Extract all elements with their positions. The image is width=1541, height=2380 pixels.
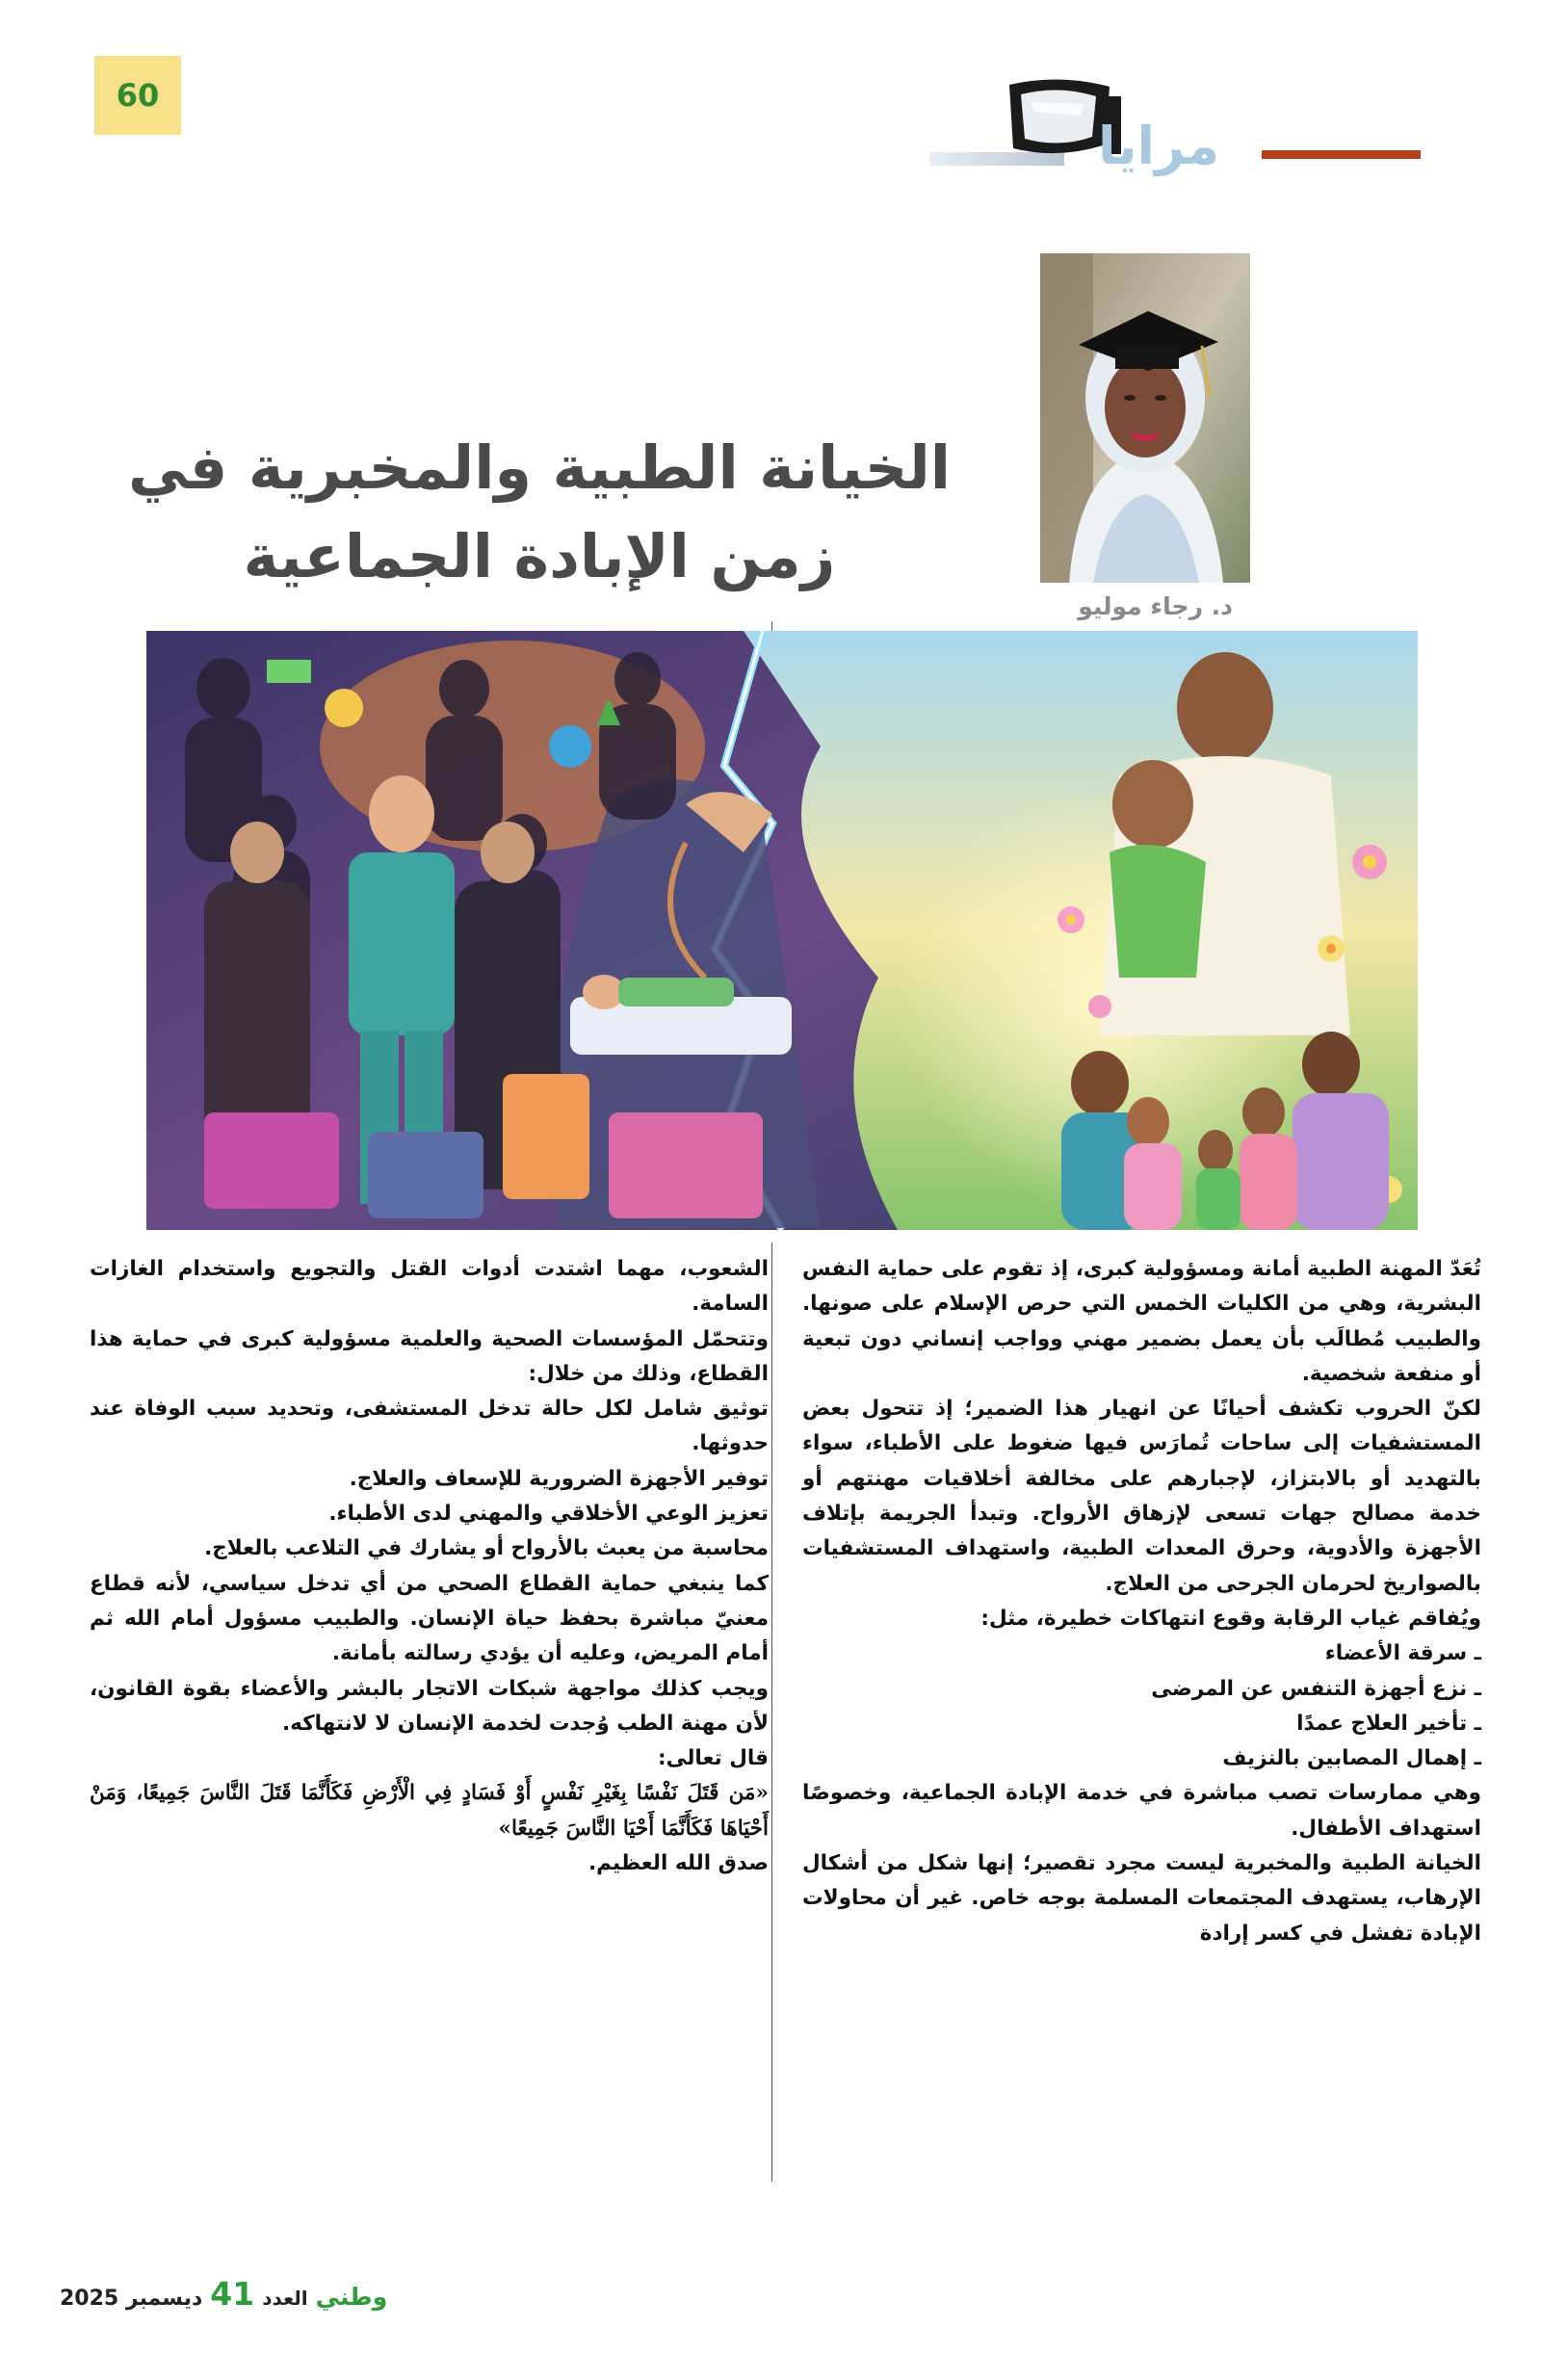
quote-intro: قال تعالى: <box>658 1746 769 1771</box>
list-item: ـ نزع أجهزة التنفس عن المرضى <box>1151 1676 1481 1701</box>
quran-quote: «مَن قَتَلَ نَفْسًا بِغَيْرِ نَفْسٍ أَوْ فَسَادٍ فِي الْأَرْضِ فَكَأَنَّمَا قَتَلَ النَّاسَ جَمِيعًا، وَمَنْ أَحْيَاهَا فَكَأَنَّمَا أَحْيَا النَّاسَ جَمِيعًا» <box>90 1781 769 1841</box>
section-name: مرايا <box>1098 116 1220 176</box>
article-title-line-2: زمن الإبادة الجماعية <box>243 521 836 591</box>
paragraph: وتتحمّل المؤسسات الصحية والعلمية مسؤولية كبرى في حماية هذا القطاع، وذلك من خلال: <box>90 1326 769 1386</box>
list-item: توفير الأجهزة الضرورية للإسعاف والعلاج. <box>349 1466 769 1491</box>
paragraph: الشعوب، مهما اشتدت أدوات القتل والتجويع واستخدام الغازات السامة. <box>90 1257 769 1317</box>
logo-bar-right <box>1262 150 1421 159</box>
article-title <box>125 424 953 601</box>
list-item: ـ تأخير العلاج عمدًا <box>1296 1711 1481 1736</box>
paragraph: لكنّ الحروب تكشف أحيانًا عن انهيار هذا الضمير؛ إذ تتحول بعض المستشفيات إلى ساحات تُمارَس فيها ضغوط على الأطباء، سواء بالتهديد أو بالابتزاز، لإجبارهم على مخالفة أخلاقيات مهنتهم أو خدمة مصالح جهات تسعى لإزهاق الأرواح. وتبدأ الجريمة بإتلاف الأجهزة والأدوية، وحرق المعدات الطبية، واستهداف المستشفيات بالصواريخ لحرمان الجرحى من العلاج. <box>802 1397 1481 1596</box>
paragraph: ويُفاقم غياب الرقابة وقوع انتهاكات خطيرة، مثل: <box>980 1606 1481 1631</box>
paragraph: ويجب كذلك مواجهة شبكات الاتجار بالبشر والأعضاء بقوة القانون، لأن مهنة الطب وُجدت لخدمة الإنسان لا لانتهاكه. <box>90 1676 769 1736</box>
column-tick <box>771 621 772 631</box>
author-portrait-image <box>1040 253 1250 583</box>
issue-date: ديسمبر 2025 <box>60 2287 203 2311</box>
list-item: تعزيز الوعي الأخلاقي والمهني لدى الأطباء. <box>328 1502 769 1527</box>
list-item: توثيق شامل لكل حالة تدخل المستشفى، وتحديد سبب الوفاة عند حدوثها. <box>90 1397 769 1456</box>
paragraph: وهي ممارسات تصب مباشرة في خدمة الإبادة الجماعية، وخصوصًا استهداف الأطفال. <box>802 1781 1481 1841</box>
section-logo <box>920 77 1421 176</box>
issue-label: العدد <box>262 2287 308 2310</box>
paragraph: الخيانة الطبية والمخبرية ليست مجرد تقصير؛ إنها شكل من أشكال الإرهاب، يستهدف المجتمعات المسلمة بوجه خاص. غير أن محاولات الإبادة تفشل في كسر إرادة <box>802 1851 1481 1946</box>
issue-number: 41 <box>210 2275 255 2313</box>
body-column-right <box>802 1252 1481 1951</box>
illustration-image <box>146 631 1418 1230</box>
author-photo <box>1040 253 1250 583</box>
footer <box>60 2275 387 2313</box>
paragraph: كما ينبغي حماية القطاع الصحي من أي تدخل سياسي، لأنه قطاع معنيّ مباشرة بحفظ حياة الإنسان. والطبيب مسؤول أمام الله ثم أمام المريض، وعليه أن يؤدي رسالته بأمانة. <box>90 1571 769 1666</box>
quote-closing: صدق الله العظيم. <box>588 1851 769 1876</box>
list-item: محاسبة من يعبث بالأرواح أو يشارك في التلاعب بالعلاج. <box>204 1536 769 1561</box>
hero-illustration <box>146 631 1418 1230</box>
list-item: ـ إهمال المصابين بالنزيف <box>1222 1746 1481 1771</box>
article-title-line-1: الخيانة الطبية والمخبرية في <box>128 432 951 503</box>
author-name: د. رجاء موليو <box>1078 592 1233 620</box>
body-column-left <box>90 1252 769 1881</box>
page-number: 60 <box>94 56 181 135</box>
magazine-name: وطني <box>315 2283 388 2311</box>
column-divider <box>771 1242 772 2182</box>
list-item: ـ سرقة الأعضاء <box>1324 1641 1481 1666</box>
paragraph: تُعَدّ المهنة الطبية أمانة ومسؤولية كبرى، إذ تقوم على حماية النفس البشرية، وهي من الكليات الخمس التي حرص الإسلام على صونها. والطبيب مُطالَب بأن يعمل بضمير مهني وواجب إنساني دون تبعية أو منفعة شخصية. <box>802 1257 1481 1386</box>
